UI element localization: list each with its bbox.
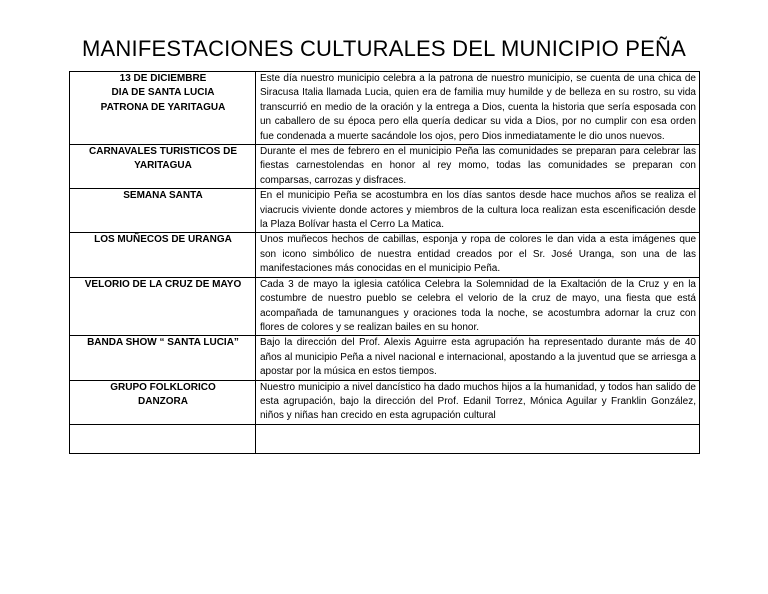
manifestation-name-line: BANDA SHOW “ SANTA LUCIA” xyxy=(87,337,239,349)
table-row xyxy=(70,380,700,424)
manifestation-name-cell xyxy=(70,336,256,380)
culture-table xyxy=(69,71,700,454)
manifestation-name-cell xyxy=(70,145,256,189)
manifestation-name-cell xyxy=(70,277,256,336)
table-row-empty xyxy=(70,424,700,453)
manifestation-description: Nuestro municipio a nivel dancístico ha dado muchos hijos a la humanidad, y todos han salido de esta agrupación, bajo la dirección del Prof. Edanil Torrez, Mónica Aguilar y Franklin González, niños y niñas han crecido en esta agrupación cultural xyxy=(256,380,700,424)
manifestation-description: Durante el mes de febrero en el municipio Peña las comunidades se preparan para celebrar las fiestas carnestolendas en honor al rey momo, todas las comunidades se preparan con comparsas, carrozas y disfraces. xyxy=(256,145,700,189)
table-row xyxy=(70,72,700,145)
table-row xyxy=(70,277,700,336)
manifestation-description: En el municipio Peña se acostumbra en los días santos desde hace muchos años se realiza el viacrucis viviente donde actores y miembros de la cultura loca realizan esta escenificación desde la Plaza Bolívar hasta el Cerro La Matica. xyxy=(256,189,700,233)
manifestation-name-line: DIA DE SANTA LUCIA xyxy=(111,87,215,99)
table-row xyxy=(70,336,700,380)
manifestation-name-line: PATRONA DE YARITAGUA xyxy=(100,101,226,113)
manifestation-name-line: YARITAGUA xyxy=(134,160,192,172)
empty-cell-right xyxy=(256,424,700,453)
manifestation-name-line: DANZORA xyxy=(138,395,188,407)
manifestation-name-cell xyxy=(70,189,256,233)
manifestation-name-cell xyxy=(70,72,256,145)
manifestation-name-line: VELORIO DE LA CRUZ DE MAYO xyxy=(84,278,242,290)
table-body xyxy=(70,72,700,454)
table-row xyxy=(70,233,700,277)
manifestation-name-line: CARNAVALES TURISTICOS DE xyxy=(89,146,237,158)
manifestation-description: Este día nuestro municipio celebra a la patrona de nuestro municipio, se cuenta de una chica de Siracusa Italia llamada Lucia, quien era de familia muy humilde y de belleza en su rostro, su vida transcurrió en medio de la oración y la entrega a Dios, cuenta la historia que sería esposada con un caballero de su época pero ella quería dedicar su vida a Dios, por no cumplir con esa orden fue condenada a muerte sacándole los ojos, pero Dios inmediatamente le dio unos nuevos. xyxy=(256,72,700,145)
page-title: MANIFESTACIONES CULTURALES DEL MUNICIPIO PEÑA xyxy=(82,36,686,61)
table-row xyxy=(70,145,700,189)
manifestation-description: Cada 3 de mayo la iglesia católica Celebra la Solemnidad de la Exaltación de la Cruz y en la costumbre de nuestro pueblo se celebra el velorio de la cruz de mayo, una fiesta que está acompañada de tamunangues y oraciones toda la noche, se acostumbra adornar la cruz con flores de colores y se realizan bailes en su honor. xyxy=(256,277,700,336)
manifestation-name-cell xyxy=(70,380,256,424)
manifestation-description: Bajo la dirección del Prof. Alexis Aguirre esta agrupación ha representado durante más de 40 años al municipio Peña a nivel nacional e internacional, apostando a la juventud que se arriesga a apostar por la música en estos tiempos. xyxy=(256,336,700,380)
manifestation-name-line: SEMANA SANTA xyxy=(123,190,203,202)
manifestation-description: Unos muñecos hechos de cabillas, esponja y ropa de colores le dan vida a esta imágenes que son icono simbólico de nuestra entidad creados por el Sr. José Uranga, son una de las manifestaciones más conocidas en el municipio Peña. xyxy=(256,233,700,277)
empty-cell-left xyxy=(70,424,256,453)
manifestation-name-line: 13 DE DICIEMBRE xyxy=(119,73,207,84)
manifestation-name-line: GRUPO FOLKLORICO xyxy=(110,381,216,393)
table-row xyxy=(70,189,700,233)
manifestation-name-cell xyxy=(70,233,256,277)
manifestation-name-line: LOS MUÑECOS DE URANGA xyxy=(94,234,232,246)
